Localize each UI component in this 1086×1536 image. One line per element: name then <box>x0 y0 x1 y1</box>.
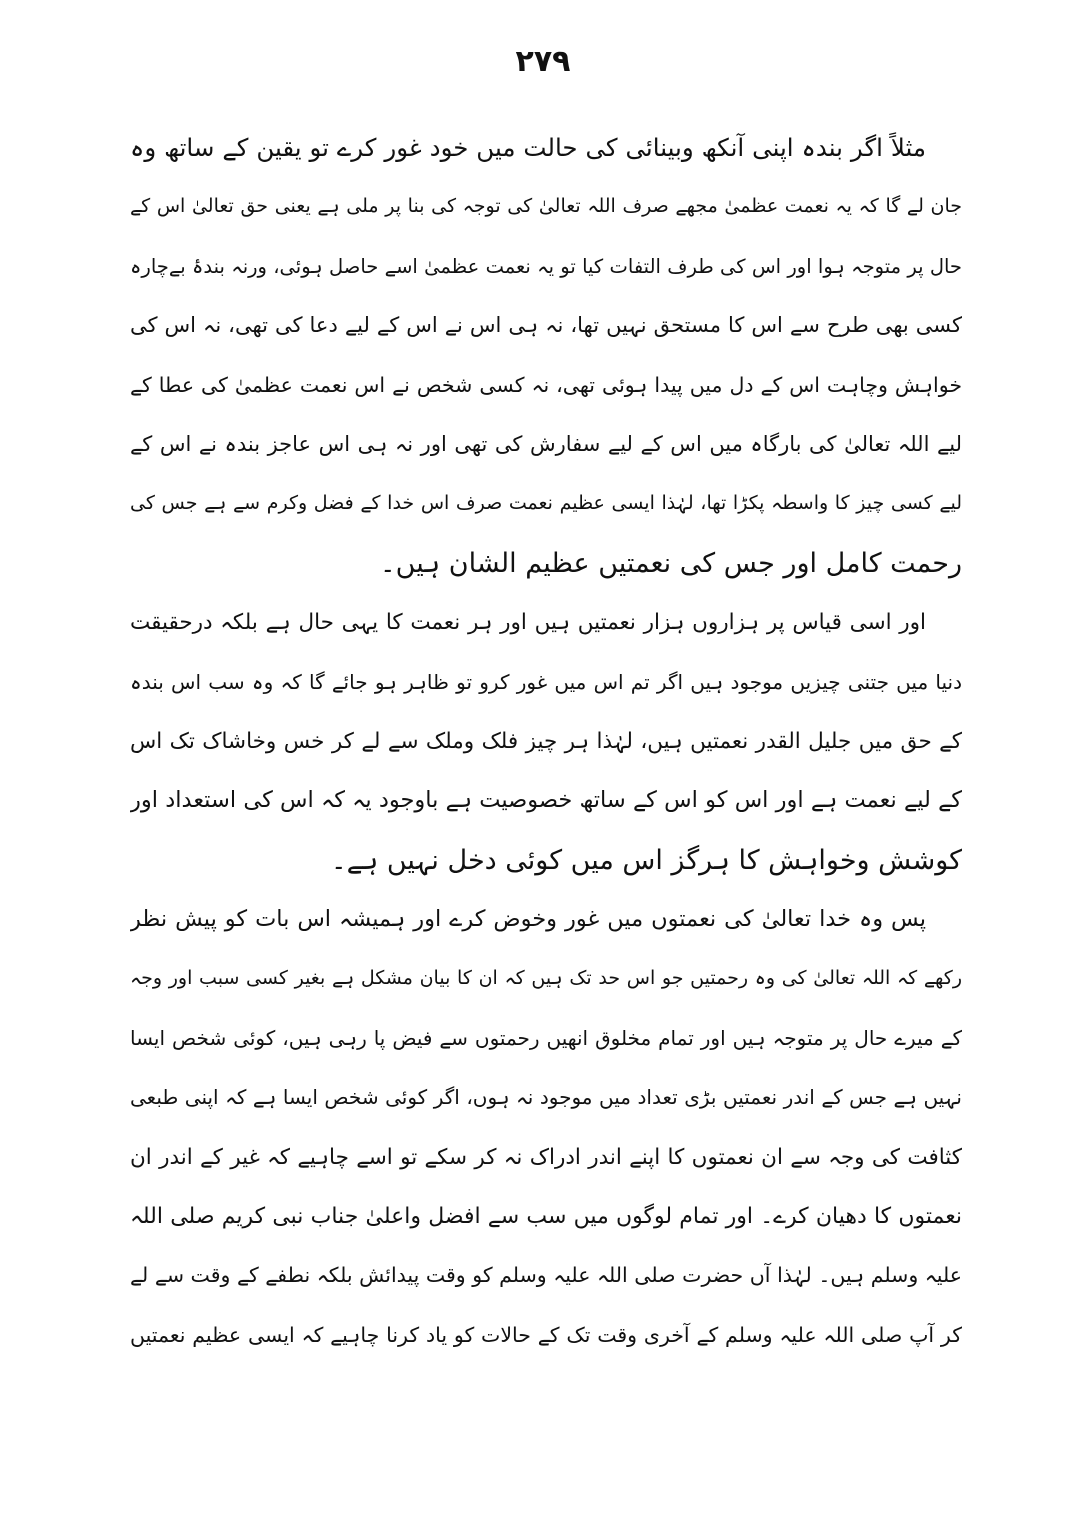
text-line: دنیا میں جتنی چیزیں موجود ہیں اگر تم اس میں غور کرو تو ظاہر ہو جائے گا کہ وہ سب اس بندہ <box>130 669 962 694</box>
text-line: رحمت کامل اور جس کی نعمتیں عظیم الشان ہیں۔ <box>379 547 962 579</box>
text-line: مثلاً اگر بندہ اپنی آنکھ وبینائی کی حالت میں خود غور کرے تو یقین کے ساتھ وہ <box>130 133 926 162</box>
body-text <box>130 118 962 1365</box>
text-line: پس وہ خدا تعالیٰ کی نعمتوں میں غور وخوض کرے اور ہمیشہ اس بات کو پیش نظر <box>130 906 926 933</box>
text-line: کسی بھی طرح سے اس کا مستحق نہیں تھا، نہ ہی اس نے اس کے لیے دعا کی تھی، نہ اس کی <box>130 313 962 338</box>
text-line: اور اسی قیاس پر ہزاروں ہزار نعمتیں ہیں اور ہر نعمت کا یہی حال ہے بلکہ درحقیقت <box>130 610 926 636</box>
text-line: نعمتوں کا دھیان کرے۔ اور تمام لوگوں میں سب سے افضل واعلیٰ جناب نبی کریم صلی اللہ <box>130 1204 962 1230</box>
text-line: لیے اللہ تعالیٰ کی بارگاہ میں اس کے لیے سفارش کی تھی اور نہ ہی اس عاجز بندہ نے اس کے <box>130 431 962 456</box>
text-line: علیہ وسلم ہیں۔ لہٰذا آں حضرت صلی اللہ علیہ وسلم کو وقت پیدائش بلکہ نطفے کے وقت سے لے <box>130 1263 962 1288</box>
text-line: نہیں ہے جس کے اندر نعمتیں بڑی تعداد میں موجود نہ ہوں، اگر کوئی شخص ایسا ہے کہ اپنی طبعی <box>130 1085 962 1110</box>
text-line: کے لیے نعمت ہے اور اس کو اس کے ساتھ خصوصیت ہے باوجود یہ کہ اس کی استعداد اور <box>130 787 962 814</box>
text-line: خواہش وچاہت اس کے دل میں پیدا ہوئی تھی، نہ کسی شخص نے اس نعمت عظمیٰ کی عطا کے <box>130 372 962 397</box>
text-line: کوشش وخواہش کا ہرگز اس میں کوئی دخل نہیں ہے۔ <box>330 844 962 876</box>
text-line: کے حق میں جلیل القدر نعمتیں ہیں، لہٰذا ہر چیز فلک وملک سے لے کر خس وخاشاک تک اس <box>130 728 962 754</box>
text-line: جان لے گا کہ یہ نعمت عظمیٰ مجھے صرف اللہ تعالیٰ کی توجہ کی بنا پر ملی ہے یعنی حق تعالیٰ اس کے <box>130 195 962 218</box>
page-number: ۲۷۹ <box>515 44 571 79</box>
text-line: حال پر متوجہ ہوا اور اس کی طرف التفات کیا تو یہ نعمت عظمیٰ اسے حاصل ہوئی، ورنہ بندۂ بےچارہ <box>130 254 962 278</box>
text-line: کے میرے حال پر متوجہ ہیں اور تمام مخلوق انھیں رحمتوں سے فیض پا رہی ہیں، کوئی شخص ایسا <box>130 1025 962 1050</box>
text-line: کر آپ صلی اللہ علیہ وسلم کے آخری وقت تک کے حالات کو یاد کرنا چاہیے کہ ایسی عظیم نعمتیں <box>130 1322 962 1347</box>
text-line: رکھے کہ اللہ تعالیٰ کی وہ رحمتیں جو اس حد تک ہیں کہ ان کا بیان مشکل ہے بغیر کسی سبب اور وجہ <box>130 967 962 990</box>
text-line: کثافت کی وجہ سے ان نعمتوں کا اپنے اندر ادراک نہ کر سکے تو اسے چاہیے کہ غیر کے اندر ان <box>130 1144 962 1170</box>
text-line: لیے کسی چیز کا واسطہ پکڑا تھا، لہٰذا ایسی عظیم نعمت صرف اس خدا کے فضل وکرم سے ہے جس کی <box>130 492 962 515</box>
